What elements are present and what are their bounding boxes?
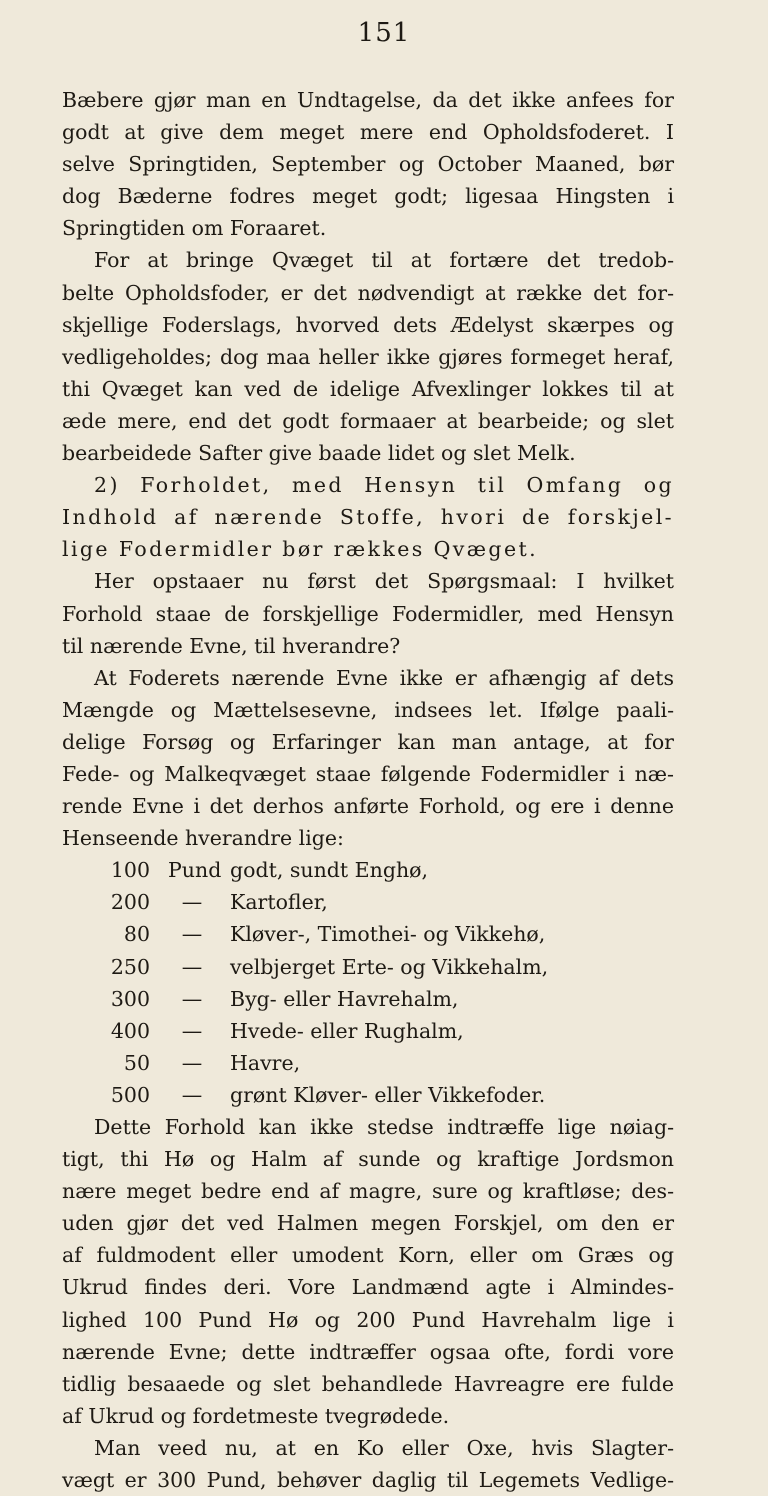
fodder-unit: — (181, 890, 203, 915)
fodder-item: Byg- eller Havrehalm, (230, 986, 459, 1011)
page-number: 151 (357, 18, 411, 48)
fodder-amount: 200 (110, 890, 150, 915)
text-line: delige Forsøg og Erfaringer kan man antage, at for (62, 729, 674, 754)
text-line: thi Qvæget kan ved de idelige Afvexlinger lokkes til at (62, 376, 674, 401)
fodder-unit: Pund (168, 858, 222, 883)
text-line: vægt er 300 Pund, behøver daglig til Legemets Vedlige- (62, 1468, 674, 1493)
fodder-table-row (62, 1015, 674, 1047)
fodder-table-row (62, 854, 674, 886)
text-line: At Foderets nærende Evne ikke er afhængig af dets (94, 665, 674, 690)
text-line: Henseende hverandre lige: (62, 826, 344, 851)
fodder-unit: — (181, 922, 203, 947)
fodder-table-row (62, 886, 674, 918)
fodder-table-row (62, 983, 674, 1015)
fodder-item: grønt Kløver- eller Vikkefoder. (230, 1082, 546, 1107)
fodder-unit: — (181, 986, 203, 1011)
fodder-table-row (62, 918, 674, 950)
text-line: Springtiden om Foraaret. (62, 216, 327, 241)
text-line: lige Fodermidler bør rækkes Qvæget. (62, 537, 539, 562)
fodder-amount: 100 (110, 858, 150, 883)
text-line: nærende Evne; dette indtræffer ogsaa ofte, fordi vore (62, 1339, 674, 1364)
text-line: Dette Forhold kan ikke stedse indtræffe lige nøiag- (94, 1115, 674, 1139)
fodder-item: Havre, (230, 1050, 301, 1075)
text-line: uden gjør det ved Halmen megen Forskjel, om den er (62, 1211, 674, 1236)
fodder-amount: 300 (110, 986, 150, 1011)
fodder-amount: 250 (110, 954, 150, 979)
fodder-unit: — (181, 1018, 203, 1043)
text-line: lighed 100 Pund Hø og 200 Pund Havrehalm lige i (62, 1307, 674, 1332)
fodder-item: velbjerget Erte- og Vikkehalm, (230, 954, 549, 979)
fodder-item: Kløver-, Timothei- og Vikkehø, (230, 922, 546, 947)
paragraphs-top (62, 84, 674, 854)
fodder-amount: 400 (110, 1018, 150, 1043)
fodder-item: Hvede- eller Rughalm, (230, 1018, 464, 1043)
text-line: Bæbere gjør man en Undtagelse, da det ikke anfees for (62, 88, 674, 112)
text-line: æde mere, end det godt formaaer at bearbeide; og slet (62, 408, 674, 433)
text-line: tigt, thi Hø og Halm af sunde og kraftige Jordsmon (62, 1147, 674, 1172)
fodder-item: Kartofler, (230, 890, 328, 915)
fodder-unit: — (181, 954, 203, 979)
text-line: bearbeidede Safter give baade lidet og slet Melk. (62, 441, 576, 466)
text-line: af fuldmodent eller umodent Korn, eller om Græs og (62, 1243, 674, 1268)
text-line: Forhold staae de forskjellige Fodermidler, med Hensyn (62, 601, 674, 626)
text-line: tidlig besaaede og slet behandlede Havreagre ere fulde (62, 1371, 674, 1396)
text-line: Ukrud findes deri. Vore Landmænd agte i Almindes- (62, 1275, 674, 1300)
paragraphs-bottom (62, 1111, 674, 1496)
text-line: Mængde og Mættelsesevne, indsees let. Ifølge paali- (62, 697, 674, 722)
text-line: godt at give dem meget mere end Opholdsfoderet. I (62, 120, 674, 145)
text-line: rende Evne i det derhos anførte Forhold, og ere i denne (62, 794, 674, 819)
fodder-unit: — (181, 1050, 203, 1075)
text-line: Her opstaaer nu først det Spørgsmaal: I hvilket (94, 569, 674, 594)
text-line: nære meget bedre end af magre, sure og kraftløse; des- (62, 1179, 674, 1204)
fodder-amount: 80 (123, 922, 150, 947)
fodder-table-row (62, 1047, 674, 1079)
fodder-amount: 50 (123, 1050, 150, 1075)
fodder-unit: — (181, 1082, 203, 1107)
text-line: belte Opholdsfoder, er det nødvendigt at række det for- (62, 280, 674, 305)
text-line: af Ukrud og fordetmeste tvegrødede. (62, 1403, 450, 1428)
text-line: dog Bæderne fodres meget godt; ligesaa Hingsten i (62, 184, 674, 209)
body-text (62, 84, 674, 1496)
text-line: skjellige Foderslags, hvorved dets Ædelyst skærpes og (62, 312, 674, 337)
text-line: vedligeholdes; dog maa heller ikke gjøres formeget heraf, (62, 344, 674, 369)
text-line: til nærende Evne, til hverandre? (62, 633, 401, 658)
text-line: For at bringe Qvæget til at fortære det tredob- (94, 248, 674, 273)
fodder-table-row (62, 1079, 674, 1111)
text-line: Fede- og Malkeqvæget staae følgende Fodermidler i næ- (62, 761, 674, 786)
fodder-item: godt, sundt Enghø, (230, 858, 429, 883)
fodder-amount: 500 (110, 1082, 150, 1107)
fodder-table (62, 854, 674, 1111)
text-line: Man veed nu, at en Ko eller Oxe, hvis Slagter- (94, 1435, 674, 1460)
fodder-table-row (62, 951, 674, 983)
text-line: 2) Forholdet, med Hensyn til Omfang og (94, 473, 674, 498)
text-line: selve Springtiden, September og October Maaned, bør (62, 152, 674, 177)
text-line: Indhold af nærende Stoffe, hvori de forskjel- (62, 505, 674, 530)
